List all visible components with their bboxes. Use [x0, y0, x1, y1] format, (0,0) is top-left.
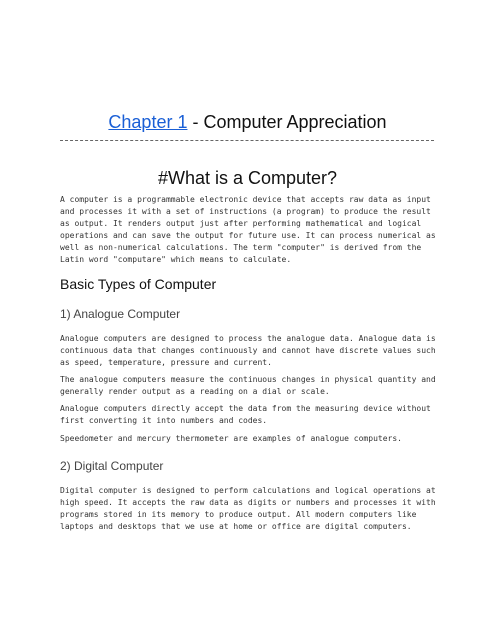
analogue-heading: 1) Analogue Computer — [60, 307, 181, 321]
chapter-title — [0, 112, 495, 133]
digital-paragraph-1: Digital computer is designed to perform calculations and logical operations at high speed. It accepts the raw data as digits or numbers and processes it with programs stored in its memory to produce output. All modern computers like laptops and desktops that we use at home or office are digital computers. — [60, 486, 436, 531]
analogue-paragraph-2: The analogue computers measure the continuous changes in physical quantity and generally render output as a reading on a dial or scale. — [60, 375, 436, 396]
dashed-divider — [60, 140, 434, 141]
chapter-link[interactable]: Chapter 1 — [108, 112, 188, 132]
analogue-paragraph-1: Analogue computers are designed to process the analogue data. Analogue data is continuous data that changes continuously and cannot have discrete values such as speed, temperature, pressure and current. — [60, 334, 436, 367]
chapter-title-rest: - Computer Appreciation — [187, 112, 387, 132]
section-heading: #What is a Computer? — [157, 168, 338, 188]
types-heading: Basic Types of Computer — [60, 276, 217, 292]
intro-paragraph: A computer is a programmable electronic device that accepts raw data as input and processes it with a set of instructions (a program) to produce the result as output. It renders output just after performing mathematical and logical operations and can save the output for future use. It can process numerical as well as non-numerical calculations. The term "computer" is derived from the Latin word "computare" which means to calculate. — [60, 195, 436, 264]
analogue-paragraph-4: Speedometer and mercury thermometer are examples of analogue computers. — [60, 434, 402, 443]
digital-heading: 2) Digital Computer — [60, 459, 164, 473]
analogue-paragraph-3: Analogue computers directly accept the data from the measuring device without first converting it into numbers and codes. — [60, 404, 431, 425]
